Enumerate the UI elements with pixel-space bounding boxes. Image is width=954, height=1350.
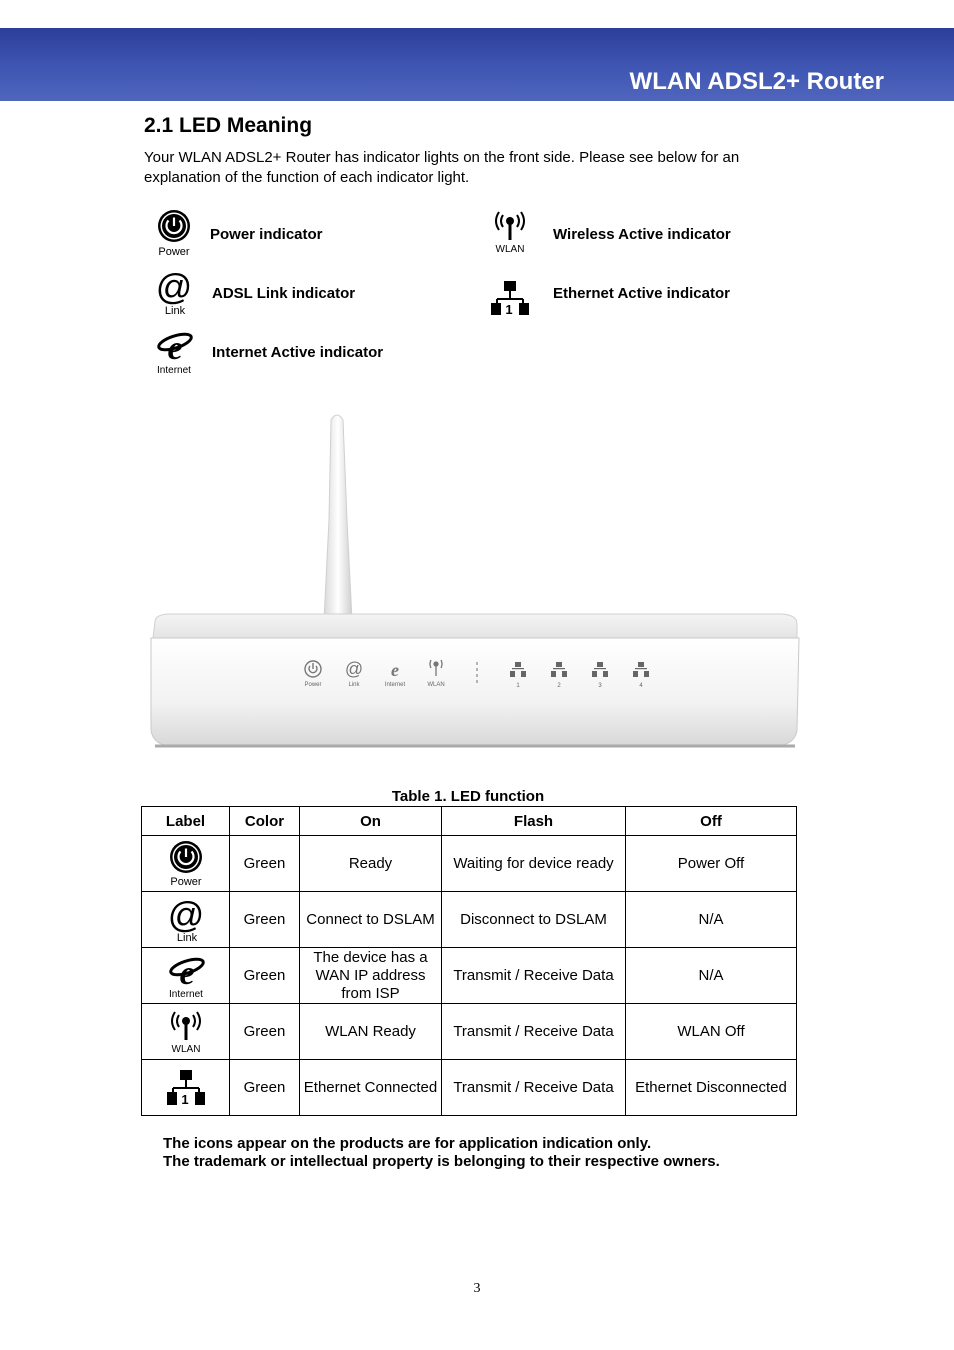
router-photo	[143, 400, 807, 768]
led-function-table	[141, 806, 797, 1116]
header-label: Label	[142, 807, 230, 836]
note-line-2: The trademark or intellectual property is belonging to their respective owners.	[163, 1153, 720, 1170]
header-color: Color	[230, 807, 300, 836]
header-banner	[0, 28, 954, 101]
cell-on: The device has a WAN IP address from ISP	[300, 948, 442, 1004]
panel-label-link: Link	[348, 682, 360, 688]
cell-color: Green	[230, 892, 300, 948]
table-caption: Table 1. LED function	[391, 788, 545, 805]
ethernet-network-icon	[490, 274, 530, 324]
cell-off: Power Off	[626, 836, 797, 892]
cell-label	[142, 948, 230, 1004]
cell-off: N/A	[626, 892, 797, 948]
cell-flash: Transmit / Receive Data	[442, 1004, 626, 1060]
legend-wlan-label: Wireless Active indicator	[553, 226, 731, 243]
intro-paragraph	[144, 148, 804, 187]
wlan-icon-caption: WLAN	[495, 244, 525, 255]
panel-port-2: 2	[557, 683, 561, 689]
svg-text:@: @	[344, 659, 364, 679]
link-icon-caption: Link	[164, 305, 186, 317]
cell-icon-caption: Power	[169, 875, 202, 888]
cell-label	[142, 892, 230, 948]
cell-on: Ready	[300, 836, 442, 892]
wireless-antenna-icon	[166, 1009, 206, 1055]
cell-off: N/A	[626, 948, 797, 1004]
cell-color: Green	[230, 836, 300, 892]
power-icon	[154, 208, 194, 258]
cell-color: Green	[230, 1060, 300, 1116]
panel-port-1: 1	[516, 683, 520, 689]
cell-icon-caption: 1	[180, 1091, 189, 1107]
cell-off: WLAN Off	[626, 1004, 797, 1060]
cell-icon-caption: Link	[176, 931, 197, 944]
header-on: On	[300, 807, 442, 836]
power-icon	[166, 840, 206, 888]
cell-off: Ethernet Disconnected	[626, 1060, 797, 1116]
at-sign-icon	[166, 896, 206, 944]
panel-label-power: Power	[304, 682, 322, 688]
power-icon-caption: Power	[158, 246, 190, 258]
table-header-row	[142, 807, 797, 836]
at-sign-icon	[154, 268, 194, 318]
cell-flash: Waiting for device ready	[442, 836, 626, 892]
internet-e-icon	[154, 328, 194, 378]
cell-color: Green	[230, 948, 300, 1004]
header-off: Off	[626, 807, 797, 836]
panel-label-internet: Internet	[384, 682, 406, 688]
header-flash: Flash	[442, 807, 626, 836]
section-title: 2.1 LED Meaning	[144, 114, 313, 137]
cell-icon-caption: WLAN	[171, 1043, 200, 1055]
page-number: 3	[473, 1281, 481, 1296]
ethernet-network-icon	[166, 1069, 206, 1107]
cell-on: Connect to DSLAM	[300, 892, 442, 948]
table-row	[142, 1004, 797, 1060]
cell-color: Green	[230, 1004, 300, 1060]
internet-icon-caption: Internet	[157, 365, 191, 376]
ethernet-icon-caption: 1	[505, 302, 513, 317]
cell-flash: Disconnect to DSLAM	[442, 892, 626, 948]
table-row	[142, 836, 797, 892]
cell-label	[142, 836, 230, 892]
panel-port-3: 3	[598, 683, 602, 689]
panel-port-4: 4	[639, 683, 643, 689]
svg-text:e: e	[178, 954, 195, 992]
legend-ethernet-label: Ethernet Active indicator	[553, 285, 730, 302]
cell-label	[142, 1060, 230, 1116]
svg-text:e: e	[391, 660, 399, 680]
legend-power-label: Power indicator	[210, 226, 323, 243]
intro-line-1: Your WLAN ADSL2+ Router has indicator lights on the front side. Please see below for an	[144, 149, 740, 166]
svg-text:@: @	[167, 895, 204, 935]
cell-icon-caption: Internet	[168, 988, 203, 999]
intro-line-2: explanation of the function of each indicator light.	[144, 168, 470, 186]
note-line-1: The icons appear on the products are for application indication only.	[163, 1135, 652, 1152]
cell-on: Ethernet Connected	[300, 1060, 442, 1116]
panel-label-wlan: WLAN	[427, 682, 445, 688]
svg-text:@: @	[155, 268, 193, 307]
table-row	[142, 948, 797, 1004]
table-row	[142, 892, 797, 948]
internet-e-icon	[166, 953, 206, 999]
legend-internet-label: Internet Active indicator	[212, 344, 384, 361]
legend-link-label: ADSL Link indicator	[212, 285, 356, 302]
header-title: WLAN ADSL2+ Router	[629, 68, 884, 95]
wireless-antenna-icon	[490, 208, 530, 258]
table-row	[142, 1060, 797, 1116]
svg-text:e: e	[167, 330, 183, 367]
cell-label	[142, 1004, 230, 1060]
trademark-note	[163, 1135, 720, 1171]
cell-on: WLAN Ready	[300, 1004, 442, 1060]
cell-flash: Transmit / Receive Data	[442, 1060, 626, 1116]
cell-flash: Transmit / Receive Data	[442, 948, 626, 1004]
